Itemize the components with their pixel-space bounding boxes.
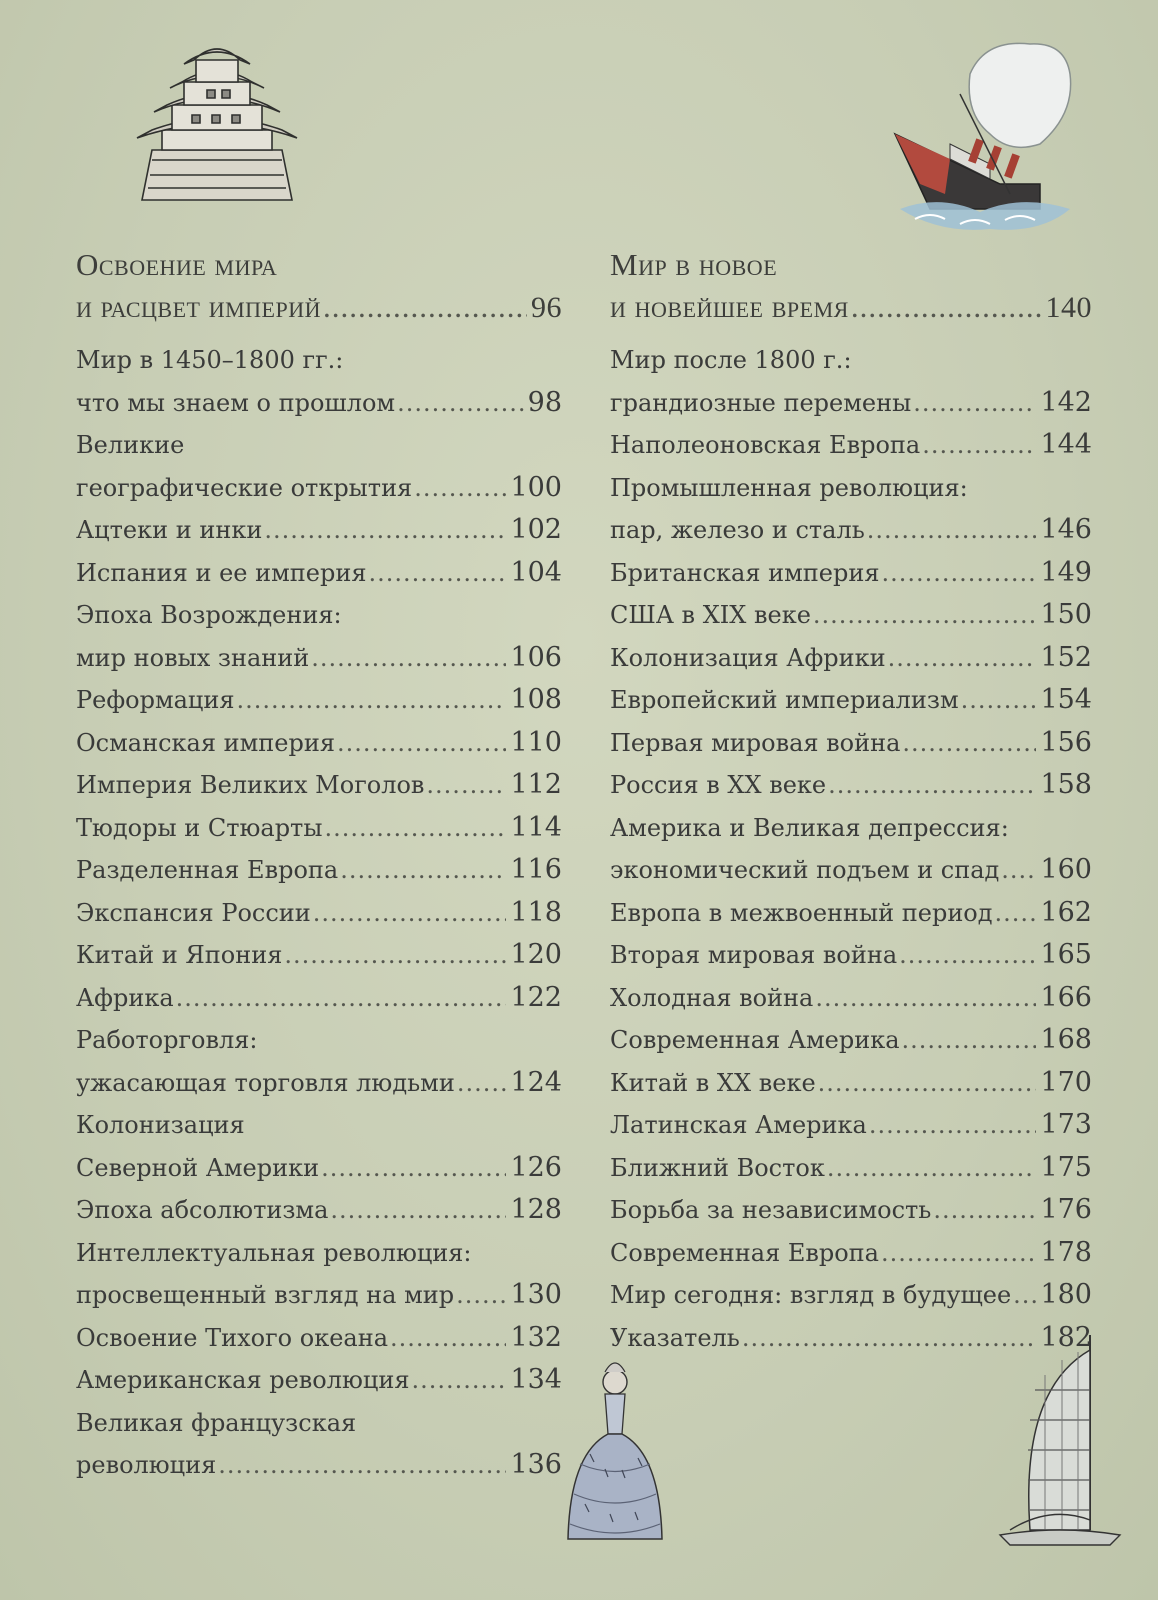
toc-entry-title: мир новых знаний [76,643,310,672]
leader-dots [813,594,1037,637]
toc-entry[interactable] [610,892,1092,935]
toc-entry-page: 102 [510,514,562,545]
toc-entry-title: революция [76,1451,217,1479]
toc-entry-title: Разделенная Европа [76,856,339,884]
toc-entry-page: 173 [1040,1109,1092,1140]
toc-entry-title: Тюдоры и Стюарты [76,813,323,842]
toc-entry-row [76,764,562,807]
toc-entry-title: Вторая мировая война [610,941,898,969]
toc-entry[interactable] [610,424,1092,467]
toc-entry-page: 132 [510,1321,562,1353]
toc-entry-page: 110 [510,726,562,758]
toc-entry[interactable] [610,1232,1092,1275]
toc-entry-row [76,1274,562,1317]
leader-dots [456,1274,506,1317]
toc-entry-title: Освоение Тихого океана [76,1323,389,1352]
leader-dots [321,1147,506,1190]
toc-entry-title: Реформация [76,686,235,714]
toc-entry-title: что мы знаем о прошлом [76,388,396,417]
toc-entry-row [610,1232,1092,1275]
toc-entry-page: 136 [510,1449,562,1480]
toc-entry-page: 114 [510,811,562,843]
toc-left-column [76,244,562,1487]
toc-entry-page: 180 [1040,1279,1092,1310]
leader-dots [851,286,1042,328]
leader-dots [869,1104,1037,1147]
toc-entry-page: 152 [1040,641,1092,673]
leader-dots [818,1062,1037,1105]
section-title-page: 140 [1045,291,1092,324]
toc-entry-row [610,424,1092,467]
toc-entry[interactable] [610,722,1092,765]
leader-dots [922,424,1036,467]
toc-entry-page: 104 [510,556,562,588]
toc-entry[interactable] [610,1317,1092,1360]
toc-entry[interactable] [76,1402,562,1487]
toc-entry-title: Европа в межвоенный период [610,898,993,927]
leader-dots [237,679,507,722]
toc-entry-title: Британская империя [610,558,880,587]
leader-dots [933,1189,1036,1232]
toc-entry-row [76,722,562,765]
leader-dots [828,764,1036,807]
section-title-line2-row [610,286,1092,329]
toc-entry-row [610,552,1092,595]
toc-entry-page: 176 [1040,1194,1092,1225]
toc-entry-page: 158 [1040,769,1092,800]
toc-entry-heading: Работорговля: [76,1026,258,1054]
toc-entry[interactable] [76,1317,562,1360]
toc-entry-page: 178 [1040,1236,1092,1268]
toc-entry-title: Холодная война [610,983,814,1012]
toc-entry-page: 168 [1040,1024,1092,1055]
toc-entry-page: 175 [1040,1151,1092,1183]
toc-entry-row [610,382,1092,425]
leader-dots [457,1062,507,1105]
toc-entry-row [610,1104,1092,1147]
toc-entry-title: Наполеоновская Европа [610,431,921,459]
toc-entry-page: 108 [510,684,562,715]
toc-entry-title: Латинская Америка [610,1111,867,1139]
leader-dots [311,637,506,680]
toc-entry-row [610,977,1092,1020]
toc-entry[interactable] [76,1189,562,1232]
toc-entry-title: Эпоха абсолютизма [76,1196,329,1224]
leader-dots [390,1317,506,1360]
toc-entry-row [76,977,562,1020]
leader-dots [264,509,506,552]
toc-entry-heading: Колонизация [76,1111,245,1139]
toc-entry-title: экономический подъем и спад [610,856,1000,884]
leader-dots [426,764,506,807]
leader-dots [337,722,506,765]
toc-entry-page: 126 [510,1151,562,1183]
section-title-page: 96 [531,291,562,324]
toc-entry[interactable] [610,1147,1092,1190]
toc-entry-title: ужасающая торговля людьми [76,1068,455,1097]
toc-entry-row [76,1317,562,1360]
toc-entry-page: 130 [510,1279,562,1310]
toc-entry-title: Северной Америки [76,1153,320,1182]
leader-dots [1001,849,1036,892]
leader-dots [414,467,506,510]
toc-entry[interactable] [610,807,1092,892]
toc-entry[interactable] [610,1104,1092,1147]
leader-dots [411,1359,506,1402]
toc-entry-title: США в XIX веке [610,601,811,629]
leader-dots [888,637,1037,680]
toc-entry-title: пар, железо и сталь [610,516,865,544]
toc-entry-page: 128 [510,1194,562,1225]
toc-entry-title: Ближний Восток [610,1153,825,1182]
toc-entry-page: 120 [510,939,562,970]
toc-entry-page: 150 [1040,599,1092,630]
toc-entry-title: грандиозные перемены [610,388,912,417]
toc-entry-title: Империя Великих Моголов [76,771,425,799]
toc-entry-row [610,1019,1092,1062]
toc-entry-title: Мир сегодня: взгляд в будущее [610,1281,1012,1309]
leader-dots [340,849,506,892]
toc-entry-title: географические открытия [76,473,413,502]
leader-dots [284,934,506,977]
toc-entry-row [76,679,562,722]
toc-entry-page: 162 [1040,896,1092,928]
leader-dots [881,1232,1036,1275]
toc-entry-title: Указатель [610,1323,740,1352]
toc-entry[interactable] [610,764,1092,807]
toc-entry[interactable] [610,1189,1092,1232]
toc-entry[interactable] [76,934,562,977]
section-title-line2: и расцвет империй [76,289,321,324]
toc-entry-title: Современная Америка [610,1026,900,1054]
toc-entry-row [610,722,1092,765]
toc-entry-row [76,934,562,977]
toc-entry[interactable] [610,1019,1092,1062]
toc-entry-row [610,594,1092,637]
toc-entry[interactable] [76,1019,562,1104]
toc-right-column [610,244,1092,1359]
toc-entry[interactable] [76,849,562,892]
toc-entry-row [76,1444,562,1487]
leader-dots [899,934,1036,977]
leader-dots [1013,1274,1036,1317]
leader-dots [913,382,1036,425]
toc-entry-heading: Интеллектуальная революция: [76,1238,472,1267]
leader-dots [961,679,1037,722]
leader-dots [827,1147,1037,1190]
toc-entries-right [610,339,1092,1359]
section-title-line2-row [76,286,562,329]
toc-entry-heading: Эпоха Возрождения: [76,601,342,629]
toc-entry[interactable] [610,339,1092,424]
toc-entry-page: 166 [1040,981,1092,1013]
toc-entry-page: 149 [1040,556,1092,588]
toc-entry[interactable] [76,1104,562,1189]
toc-entry-row [76,637,562,680]
toc-entry-title: Китай и Япония [76,941,283,969]
toc-entry-heading: Мир после 1800 г.: [610,346,852,374]
toc-entry-title: Экспансия России [76,898,311,927]
toc-entry-page: 100 [510,471,562,503]
leader-dots [397,382,524,425]
toc-entry-row [610,637,1092,680]
toc-entry-row [76,849,562,892]
toc-entry-row [76,892,562,935]
leader-dots [881,552,1036,595]
sinking-ship-illustration [890,34,1090,244]
leader-dots [176,977,507,1020]
leader-dots [330,1189,506,1232]
section-title-line1: Мир в новое [610,247,778,282]
section-title-line1: Освоение мира [76,247,278,282]
toc-entry[interactable] [76,764,562,807]
leader-dots [902,722,1036,765]
toc-entry[interactable] [610,637,1092,680]
toc-entry-title: Россия в XX веке [610,771,827,799]
toc-entry[interactable] [76,509,562,552]
section-title-line2: и новейшее время [610,289,849,324]
leader-dots [742,1317,1037,1360]
toc-entry[interactable] [76,552,562,595]
toc-entry-page: 122 [510,981,562,1013]
toc-entry[interactable] [610,552,1092,595]
sail-skyscraper-illustration [990,1330,1130,1560]
toc-entry-page: 154 [1040,684,1092,715]
leader-dots [324,807,506,850]
toc-entry-heading: Мир в 1450–1800 гг.: [76,346,344,374]
toc-entry-page: 124 [510,1066,562,1098]
toc-entry[interactable] [76,1232,562,1317]
toc-entry-heading: Великие [76,431,185,459]
toc-entry-row [76,1147,562,1190]
leader-dots [995,892,1037,935]
toc-entry-page: 106 [510,641,562,673]
toc-entry-row [610,1189,1092,1232]
toc-entry-page: 156 [1040,726,1092,758]
toc-entry[interactable] [76,679,562,722]
toc-entry-page: 134 [510,1364,562,1395]
toc-entry[interactable] [610,1274,1092,1317]
toc-entry-page: 144 [1040,429,1092,460]
toc-entry-title: просвещенный взгляд на мир [76,1281,455,1309]
toc-entry-title: Африка [76,983,174,1012]
toc-entry-row [610,934,1092,977]
toc-entry-page: 116 [510,854,562,885]
toc-entry[interactable] [76,977,562,1020]
toc-entry-title: Османская империя [76,728,335,757]
toc-entry[interactable] [76,594,562,679]
toc-entry-title: Колонизация Африки [610,643,886,672]
toc-entries-left [76,339,562,1487]
toc-entry-page: 182 [1040,1321,1092,1353]
toc-entry-row [76,1359,562,1402]
leader-dots [368,552,506,595]
toc-entry-row [610,1317,1092,1360]
toc-entry-page: 142 [1040,386,1092,418]
toc-entry-row [610,764,1092,807]
toc-entry-row [76,382,562,425]
toc-entry[interactable] [610,467,1092,552]
toc-entry[interactable] [610,934,1092,977]
toc-entry-title: Ацтеки и инки [76,516,263,544]
toc-entry-row [610,1147,1092,1190]
toc-entry-row [610,1062,1092,1105]
toc-entry-row [610,849,1092,892]
toc-entry-row [76,552,562,595]
toc-entry-row [610,509,1092,552]
leader-dots [218,1444,506,1487]
section-title-right [610,244,1092,329]
toc-entry-page: 98 [527,386,562,418]
toc-entry-title: Китай в XX веке [610,1068,816,1097]
section-title-left [76,244,562,329]
baroque-lady-illustration [560,1354,670,1554]
toc-entry-page: 112 [510,769,562,800]
toc-entry-heading: Америка и Великая депрессия: [610,813,1009,842]
toc-entry-row [76,509,562,552]
leader-dots [902,1019,1037,1062]
toc-entry-heading: Промышленная революция: [610,473,968,502]
toc-entry[interactable] [76,892,562,935]
toc-entry[interactable] [76,807,562,850]
toc-entry-row [76,1189,562,1232]
toc-entry[interactable] [76,424,562,509]
toc-entry-row [76,467,562,510]
toc-entry-page: 146 [1040,514,1092,545]
toc-entry[interactable] [610,679,1092,722]
toc-entry-title: Европейский империализм [610,686,959,714]
toc-entry[interactable] [610,977,1092,1020]
toc-entry-heading: Великая французская [76,1408,357,1437]
toc-entry[interactable] [76,339,562,424]
leader-dots [815,977,1036,1020]
toc-entry-title: Американская революция [76,1366,410,1394]
leader-dots [323,286,527,328]
toc-entry-title: Борьба за независимость [610,1196,932,1224]
toc-entry-row [610,892,1092,935]
toc-entry[interactable] [610,594,1092,637]
toc-entry-page: 165 [1040,939,1092,970]
leader-dots [313,892,507,935]
toc-entry-row [610,679,1092,722]
toc-entry-row [76,1062,562,1105]
pagoda-castle-illustration [132,30,302,220]
toc-entry-title: Испания и ее империя [76,558,367,587]
toc-entry-title: Первая мировая война [610,728,901,757]
toc-entry-page: 160 [1040,854,1092,885]
toc-entry[interactable] [76,1359,562,1402]
toc-entry-row [76,807,562,850]
toc-entry[interactable] [76,722,562,765]
toc-entry-page: 170 [1040,1066,1092,1098]
toc-entry-row [610,1274,1092,1317]
toc-entry-title: Современная Европа [610,1238,879,1267]
toc-entry-page: 118 [510,896,562,928]
toc-entry[interactable] [610,1062,1092,1105]
leader-dots [867,509,1037,552]
